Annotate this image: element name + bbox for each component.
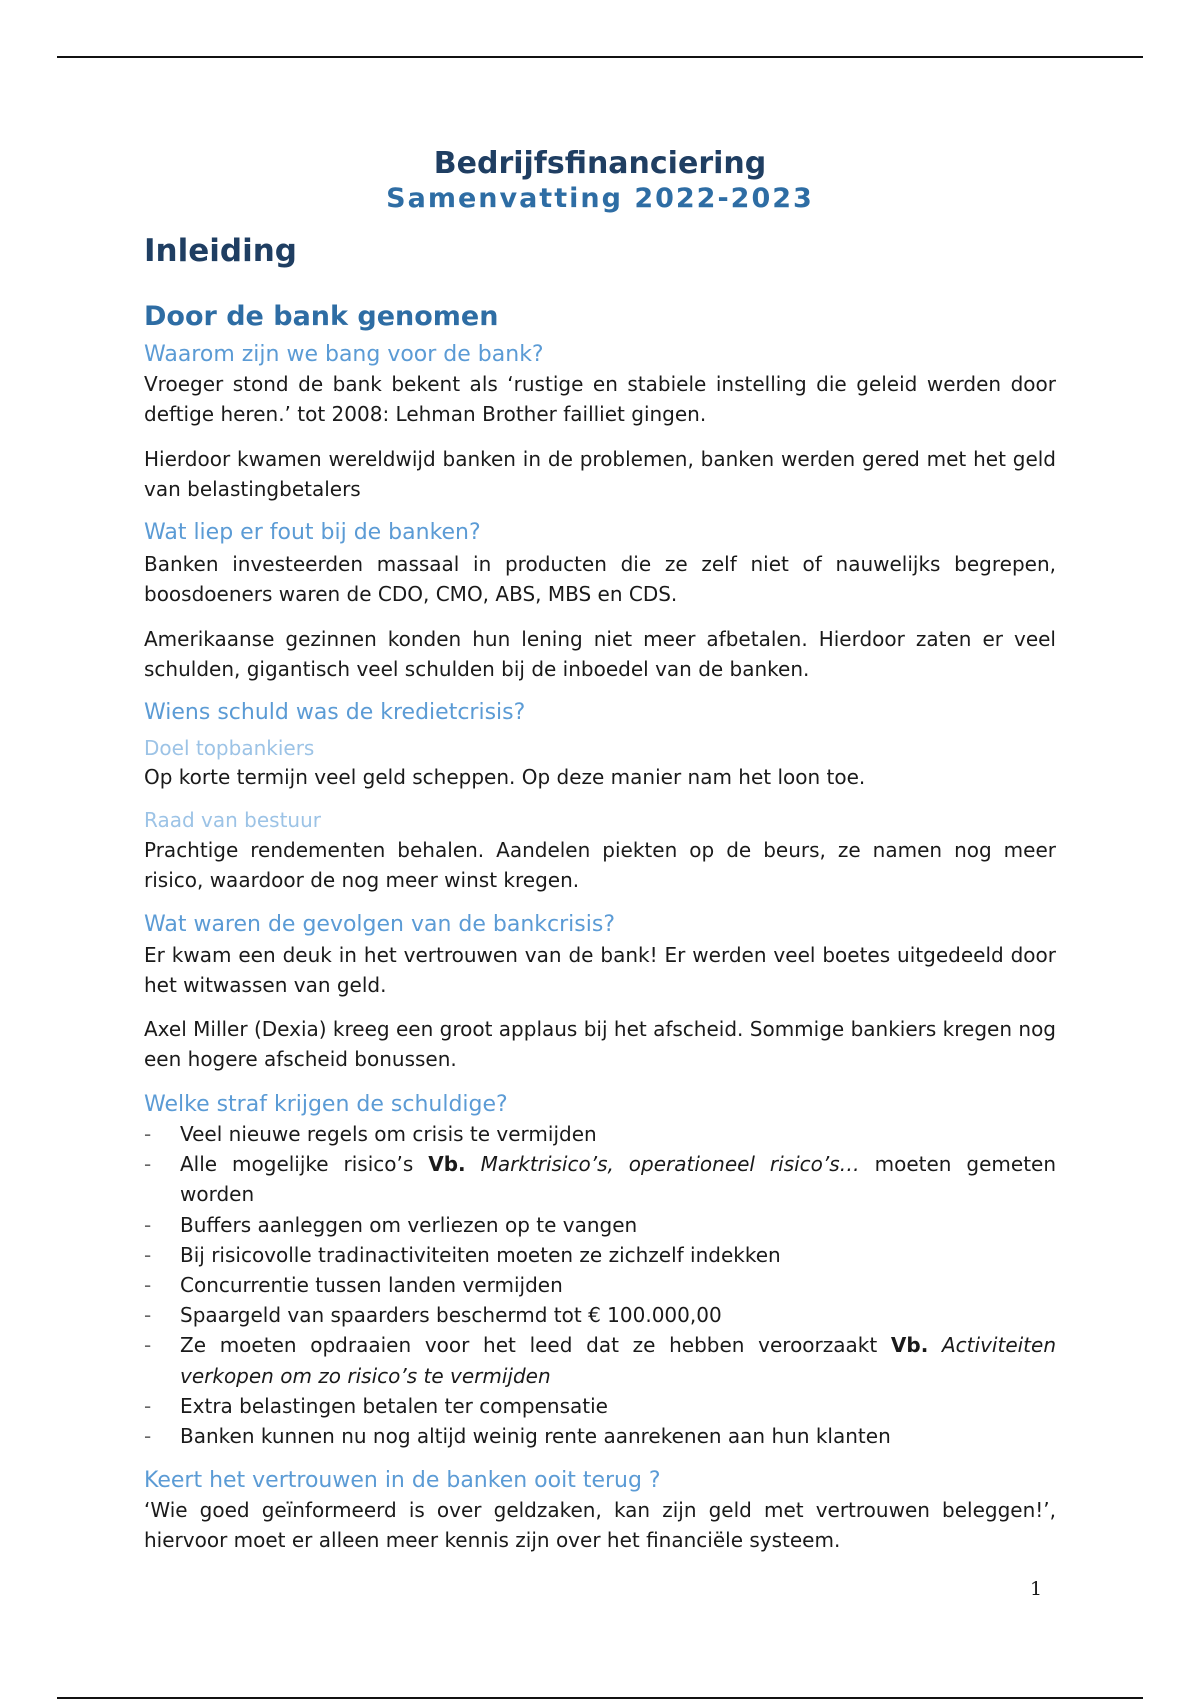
paragraph: Er kwam een deuk in het vertrouwen van de bank! Er werden veel boetes uitgedeeld door het witwassen van geld. (144, 943, 1056, 997)
sub-heading: Raad van bestuur (144, 808, 321, 832)
list-item: - Spaargeld van spaarders beschermd tot € 100.000,00 (144, 1300, 1056, 1330)
section-heading: Waarom zijn we bang voor de bank? (144, 342, 544, 367)
penalty-list (144, 1119, 1056, 1451)
sub-heading: Doel topbankiers (144, 736, 315, 760)
list-item: - Alle mogelijke risico’s Vb. Marktrisico’s, operationeel risico’s… moeten gemeten worden (144, 1149, 1056, 1209)
list-item: - Ze moeten opdraaien voor het leed dat ze hebben veroorzaakt Vb. Activiteiten verkopen om zo risico’s te vermijden (144, 1330, 1056, 1390)
list-item: - Veel nieuwe regels om crisis te vermijden (144, 1119, 1056, 1149)
footer-rule (57, 1697, 1143, 1699)
section-heading: Keert het vertrouwen in de banken ooit terug ? (144, 1468, 661, 1493)
section-heading: Wat waren de gevolgen van de bankcrisis? (144, 912, 616, 937)
page-number: 1 (1030, 1578, 1043, 1600)
paragraph: Op korte termijn veel geld scheppen. Op deze manier nam het loon toe. (144, 765, 866, 789)
paragraph: Amerikaanse gezinnen konden hun lening niet meer afbetalen. Hierdoor zaten er veel schulden, gigantisch veel schulden bij de inboedel van de banken. (144, 627, 1056, 681)
document-subtitle: Samenvatting 2022-2023 (386, 183, 814, 214)
list-item: - Concurrentie tussen landen vermijden (144, 1270, 1056, 1300)
paragraph: Prachtige rendementen behalen. Aandelen piekten op de beurs, ze namen nog meer risico, waardoor de nog meer winst kregen. (144, 838, 1056, 892)
section-heading: Wiens schuld was de kredietcrisis? (144, 700, 526, 725)
heading-door-de-bank: Door de bank genomen (144, 301, 499, 332)
heading-inleiding: Inleiding (144, 233, 297, 269)
paragraph: Axel Miller (Dexia) kreeg een groot applaus bij het afscheid. Sommige bankiers kregen nog een hogere afscheid bonussen. (144, 1017, 1056, 1071)
document-title: Bedrijfsfinanciering (433, 146, 767, 181)
list-item: - Extra belastingen betalen ter compensatie (144, 1391, 1056, 1421)
section-heading: Welke straf krijgen de schuldige? (144, 1092, 508, 1117)
section-heading: Wat liep er fout bij de banken? (144, 520, 481, 545)
paragraph: Banken investeerden massaal in producten die ze zelf niet of nauwelijks begrepen, boosdoeners waren de CDO, CMO, ABS, MBS en CDS. (144, 552, 1056, 606)
paragraph: Hierdoor kwamen wereldwijd banken in de problemen, banken werden gered met het geld van belastingbetalers (144, 447, 1056, 501)
list-item: - Buffers aanleggen om verliezen op te vangen (144, 1210, 1056, 1240)
paragraph: Vroeger stond de bank bekent als ‘rustige en stabiele instelling die geleid werden door deftige heren.’ tot 2008: Lehman Brother failliet gingen. (144, 372, 1056, 426)
paragraph: ‘Wie goed geïnformeerd is over geldzaken, kan zijn geld met vertrouwen beleggen!’, hiervoor moet er alleen meer kennis zijn over het financiële systeem. (144, 1498, 1056, 1552)
list-item: - Bij risicovolle tradinactiviteiten moeten ze zichzelf indekken (144, 1240, 1056, 1270)
list-item: - Banken kunnen nu nog altijd weinig rente aanrekenen aan hun klanten (144, 1421, 1056, 1451)
header-rule (57, 56, 1143, 58)
